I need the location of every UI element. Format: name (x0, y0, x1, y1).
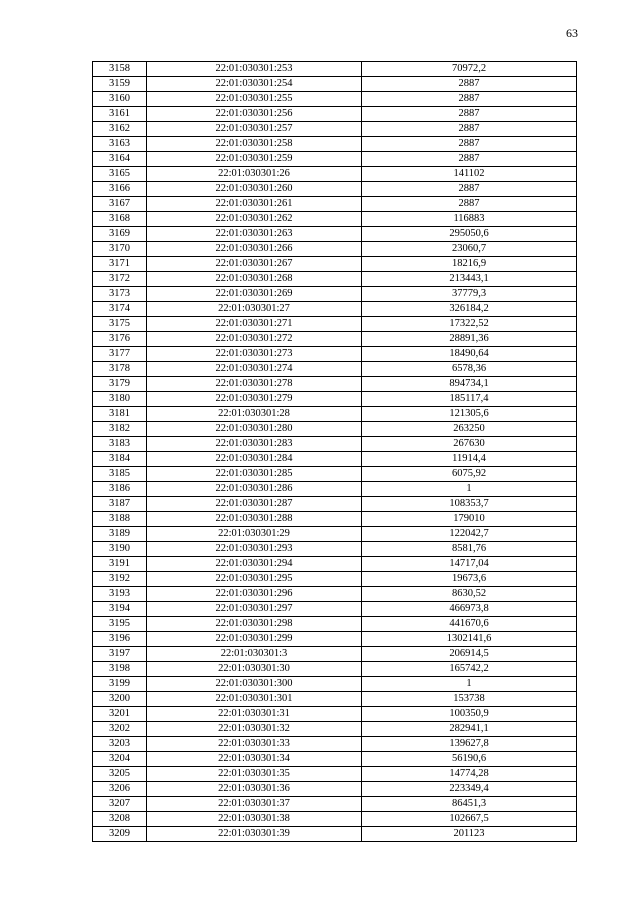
cadastral-number-cell: 22:01:030301:283 (147, 437, 362, 452)
row-number-cell: 3168 (93, 212, 147, 227)
cadastral-number-cell: 22:01:030301:255 (147, 92, 362, 107)
row-number-cell: 3196 (93, 632, 147, 647)
cadastral-number-cell: 22:01:030301:269 (147, 287, 362, 302)
table-row (93, 752, 577, 767)
row-number-cell: 3167 (93, 197, 147, 212)
cadastral-number-cell: 22:01:030301:261 (147, 197, 362, 212)
cadastral-number-cell: 22:01:030301:298 (147, 617, 362, 632)
cadastral-number-cell: 22:01:030301:299 (147, 632, 362, 647)
table-row (93, 512, 577, 527)
table-row (93, 137, 577, 152)
value-cell: 100350,9 (362, 707, 577, 722)
value-cell: 6075,92 (362, 467, 577, 482)
row-number-cell: 3200 (93, 692, 147, 707)
row-number-cell: 3193 (93, 587, 147, 602)
value-cell: 37779,3 (362, 287, 577, 302)
value-cell: 1 (362, 482, 577, 497)
value-cell: 18216,9 (362, 257, 577, 272)
table-row (93, 677, 577, 692)
table-row (93, 602, 577, 617)
row-number-cell: 3180 (93, 392, 147, 407)
row-number-cell: 3177 (93, 347, 147, 362)
cadastral-number-cell: 22:01:030301:288 (147, 512, 362, 527)
table-row (93, 302, 577, 317)
row-number-cell: 3205 (93, 767, 147, 782)
cadastral-number-cell: 22:01:030301:259 (147, 152, 362, 167)
cadastral-number-cell: 22:01:030301:287 (147, 497, 362, 512)
value-cell: 466973,8 (362, 602, 577, 617)
cadastral-number-cell: 22:01:030301:271 (147, 317, 362, 332)
row-number-cell: 3164 (93, 152, 147, 167)
value-cell: 11914,4 (362, 452, 577, 467)
value-cell: 201123 (362, 827, 577, 842)
table-row (93, 407, 577, 422)
value-cell: 2887 (362, 122, 577, 137)
cadastral-number-cell: 22:01:030301:30 (147, 662, 362, 677)
value-cell: 223349,4 (362, 782, 577, 797)
value-cell: 70972,2 (362, 62, 577, 77)
value-cell: 141102 (362, 167, 577, 182)
cadastral-number-cell: 22:01:030301:31 (147, 707, 362, 722)
table-row (93, 617, 577, 632)
row-number-cell: 3159 (93, 77, 147, 92)
row-number-cell: 3209 (93, 827, 147, 842)
row-number-cell: 3194 (93, 602, 147, 617)
row-number-cell: 3178 (93, 362, 147, 377)
cadastral-number-cell: 22:01:030301:266 (147, 242, 362, 257)
table-row (93, 782, 577, 797)
value-cell: 108353,7 (362, 497, 577, 512)
cadastral-number-cell: 22:01:030301:26 (147, 167, 362, 182)
value-cell: 86451,3 (362, 797, 577, 812)
value-cell: 179010 (362, 512, 577, 527)
row-number-cell: 3197 (93, 647, 147, 662)
row-number-cell: 3203 (93, 737, 147, 752)
value-cell: 282941,1 (362, 722, 577, 737)
value-cell: 441670,6 (362, 617, 577, 632)
row-number-cell: 3195 (93, 617, 147, 632)
row-number-cell: 3182 (93, 422, 147, 437)
table-body (93, 62, 577, 842)
value-cell: 894734,1 (362, 377, 577, 392)
cadastral-number-cell: 22:01:030301:296 (147, 587, 362, 602)
table-row (93, 812, 577, 827)
row-number-cell: 3189 (93, 527, 147, 542)
cadastral-number-cell: 22:01:030301:279 (147, 392, 362, 407)
row-number-cell: 3161 (93, 107, 147, 122)
cadastral-number-cell: 22:01:030301:273 (147, 347, 362, 362)
value-cell: 18490,64 (362, 347, 577, 362)
table-row (93, 722, 577, 737)
value-cell: 263250 (362, 422, 577, 437)
table-row (93, 392, 577, 407)
row-number-cell: 3190 (93, 542, 147, 557)
table-row (93, 527, 577, 542)
table-row (93, 212, 577, 227)
row-number-cell: 3163 (93, 137, 147, 152)
table-row (93, 287, 577, 302)
value-cell: 121305,6 (362, 407, 577, 422)
row-number-cell: 3192 (93, 572, 147, 587)
value-cell: 295050,6 (362, 227, 577, 242)
row-number-cell: 3185 (93, 467, 147, 482)
cadastral-number-cell: 22:01:030301:253 (147, 62, 362, 77)
row-number-cell: 3199 (93, 677, 147, 692)
cadastral-number-cell: 22:01:030301:301 (147, 692, 362, 707)
cadastral-number-cell: 22:01:030301:278 (147, 377, 362, 392)
cadastral-table (92, 61, 577, 842)
row-number-cell: 3204 (93, 752, 147, 767)
value-cell: 2887 (362, 92, 577, 107)
row-number-cell: 3202 (93, 722, 147, 737)
value-cell: 56190,6 (362, 752, 577, 767)
row-number-cell: 3181 (93, 407, 147, 422)
cadastral-number-cell: 22:01:030301:300 (147, 677, 362, 692)
value-cell: 326184,2 (362, 302, 577, 317)
table-row (93, 377, 577, 392)
row-number-cell: 3187 (93, 497, 147, 512)
row-number-cell: 3198 (93, 662, 147, 677)
cadastral-number-cell: 22:01:030301:36 (147, 782, 362, 797)
cadastral-number-cell: 22:01:030301:27 (147, 302, 362, 317)
row-number-cell: 3172 (93, 272, 147, 287)
table-row (93, 182, 577, 197)
cadastral-number-cell: 22:01:030301:260 (147, 182, 362, 197)
cadastral-number-cell: 22:01:030301:28 (147, 407, 362, 422)
table-row (93, 692, 577, 707)
value-cell: 8630,52 (362, 587, 577, 602)
value-cell: 116883 (362, 212, 577, 227)
cadastral-number-cell: 22:01:030301:297 (147, 602, 362, 617)
cadastral-number-cell: 22:01:030301:256 (147, 107, 362, 122)
row-number-cell: 3175 (93, 317, 147, 332)
table-row (93, 467, 577, 482)
value-cell: 139627,8 (362, 737, 577, 752)
table-row (93, 632, 577, 647)
table-row (93, 647, 577, 662)
table-row (93, 227, 577, 242)
cadastral-number-cell: 22:01:030301:29 (147, 527, 362, 542)
cadastral-number-cell: 22:01:030301:295 (147, 572, 362, 587)
row-number-cell: 3208 (93, 812, 147, 827)
value-cell: 28891,36 (362, 332, 577, 347)
cadastral-number-cell: 22:01:030301:262 (147, 212, 362, 227)
table-row (93, 272, 577, 287)
cadastral-number-cell: 22:01:030301:33 (147, 737, 362, 752)
cadastral-number-cell: 22:01:030301:34 (147, 752, 362, 767)
value-cell: 2887 (362, 182, 577, 197)
value-cell: 122042,7 (362, 527, 577, 542)
value-cell: 267630 (362, 437, 577, 452)
cadastral-number-cell: 22:01:030301:268 (147, 272, 362, 287)
table-row (93, 167, 577, 182)
row-number-cell: 3183 (93, 437, 147, 452)
table-row (93, 77, 577, 92)
row-number-cell: 3191 (93, 557, 147, 572)
row-number-cell: 3173 (93, 287, 147, 302)
row-number-cell: 3162 (93, 122, 147, 137)
table-row (93, 107, 577, 122)
value-cell: 165742,2 (362, 662, 577, 677)
value-cell: 19673,6 (362, 572, 577, 587)
cadastral-number-cell: 22:01:030301:32 (147, 722, 362, 737)
cadastral-number-cell: 22:01:030301:274 (147, 362, 362, 377)
value-cell: 1 (362, 677, 577, 692)
cadastral-number-cell: 22:01:030301:257 (147, 122, 362, 137)
row-number-cell: 3201 (93, 707, 147, 722)
table-row (93, 482, 577, 497)
value-cell: 8581,76 (362, 542, 577, 557)
table-row (93, 257, 577, 272)
cadastral-number-cell: 22:01:030301:39 (147, 827, 362, 842)
row-number-cell: 3179 (93, 377, 147, 392)
row-number-cell: 3169 (93, 227, 147, 242)
row-number-cell: 3184 (93, 452, 147, 467)
value-cell: 2887 (362, 137, 577, 152)
row-number-cell: 3170 (93, 242, 147, 257)
table-row (93, 557, 577, 572)
row-number-cell: 3207 (93, 797, 147, 812)
value-cell: 17322,52 (362, 317, 577, 332)
table-row (93, 707, 577, 722)
table-row (93, 737, 577, 752)
table-row (93, 542, 577, 557)
value-cell: 185117,4 (362, 392, 577, 407)
cadastral-number-cell: 22:01:030301:254 (147, 77, 362, 92)
cadastral-number-cell: 22:01:030301:286 (147, 482, 362, 497)
row-number-cell: 3166 (93, 182, 147, 197)
value-cell: 2887 (362, 197, 577, 212)
table-row (93, 767, 577, 782)
value-cell: 6578,36 (362, 362, 577, 377)
row-number-cell: 3165 (93, 167, 147, 182)
table-row (93, 62, 577, 77)
cadastral-number-cell: 22:01:030301:284 (147, 452, 362, 467)
cadastral-number-cell: 22:01:030301:294 (147, 557, 362, 572)
table-row (93, 437, 577, 452)
value-cell: 2887 (362, 77, 577, 92)
row-number-cell: 3176 (93, 332, 147, 347)
row-number-cell: 3188 (93, 512, 147, 527)
table-row (93, 827, 577, 842)
table-row (93, 497, 577, 512)
table-row (93, 452, 577, 467)
table-row (93, 362, 577, 377)
cadastral-number-cell: 22:01:030301:258 (147, 137, 362, 152)
value-cell: 213443,1 (362, 272, 577, 287)
cadastral-number-cell: 22:01:030301:3 (147, 647, 362, 662)
cadastral-number-cell: 22:01:030301:293 (147, 542, 362, 557)
value-cell: 2887 (362, 107, 577, 122)
row-number-cell: 3171 (93, 257, 147, 272)
cadastral-number-cell: 22:01:030301:285 (147, 467, 362, 482)
cadastral-number-cell: 22:01:030301:280 (147, 422, 362, 437)
table-row (93, 317, 577, 332)
table-row (93, 122, 577, 137)
value-cell: 102667,5 (362, 812, 577, 827)
table-row (93, 242, 577, 257)
row-number-cell: 3174 (93, 302, 147, 317)
table-row (93, 587, 577, 602)
page-number: 63 (566, 26, 578, 40)
value-cell: 14717,04 (362, 557, 577, 572)
table-row (93, 92, 577, 107)
row-number-cell: 3206 (93, 782, 147, 797)
cadastral-number-cell: 22:01:030301:267 (147, 257, 362, 272)
cadastral-number-cell: 22:01:030301:37 (147, 797, 362, 812)
value-cell: 206914,5 (362, 647, 577, 662)
table-row (93, 347, 577, 362)
cadastral-number-cell: 22:01:030301:263 (147, 227, 362, 242)
value-cell: 153738 (362, 692, 577, 707)
table-row (93, 662, 577, 677)
value-cell: 2887 (362, 152, 577, 167)
value-cell: 23060,7 (362, 242, 577, 257)
cadastral-number-cell: 22:01:030301:38 (147, 812, 362, 827)
value-cell: 1302141,6 (362, 632, 577, 647)
table-row (93, 572, 577, 587)
row-number-cell: 3160 (93, 92, 147, 107)
table-row (93, 797, 577, 812)
row-number-cell: 3158 (93, 62, 147, 77)
table-row (93, 422, 577, 437)
row-number-cell: 3186 (93, 482, 147, 497)
value-cell: 14774,28 (362, 767, 577, 782)
table-row (93, 197, 577, 212)
table-row (93, 332, 577, 347)
cadastral-number-cell: 22:01:030301:35 (147, 767, 362, 782)
table-row (93, 152, 577, 167)
cadastral-number-cell: 22:01:030301:272 (147, 332, 362, 347)
